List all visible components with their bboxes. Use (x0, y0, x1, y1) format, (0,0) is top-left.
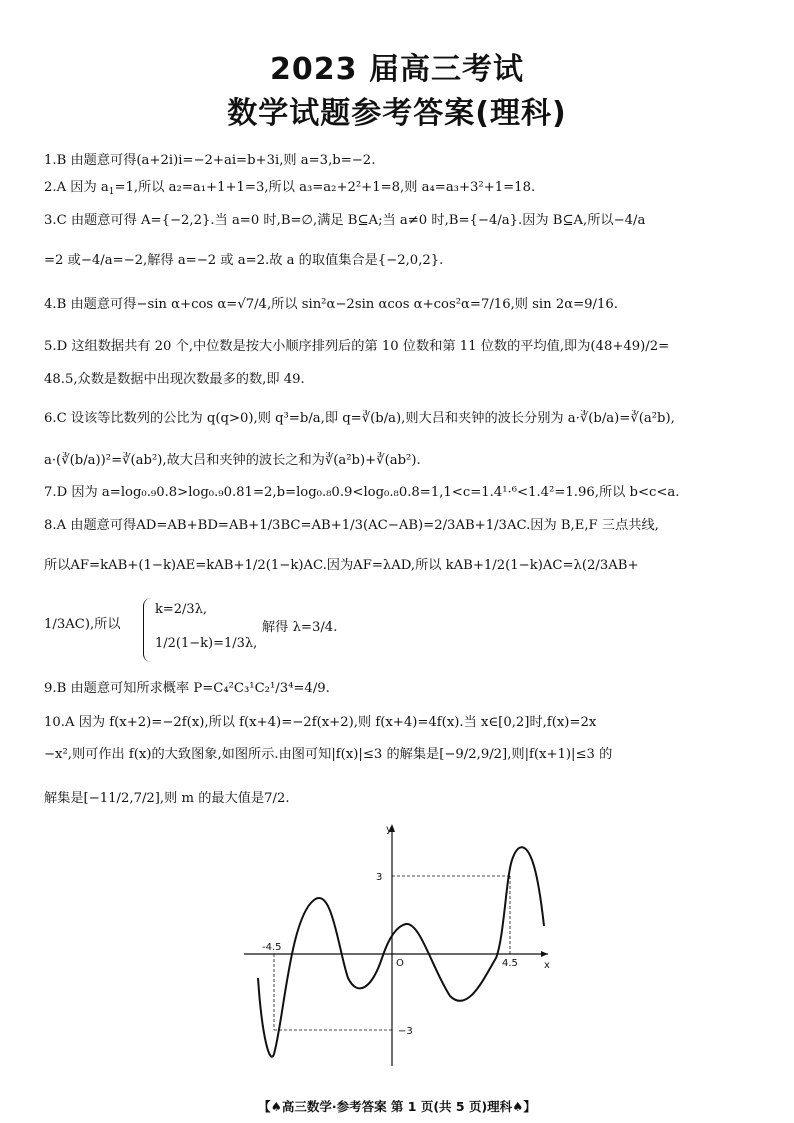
answer-6-line2: a·(∛(b/a))²=∛(ab²),故大吕和夹钟的波长之和为∛(a²b)+∛(ab²). (44, 453, 421, 468)
answer-9: 9.B 由题意可知所求概率 P=C₄²C₃¹C₂¹/3⁴=4/9. (44, 681, 330, 696)
answer-8-solution: 解得 λ=3/4. (262, 620, 338, 635)
left-brace (143, 598, 152, 662)
answer-8-line2: 所以AF=kAB+(1−k)AE=kAB+1/2(1−k)AC.因为AF=λAD,所以 kAB+1/2(1−k)AC=λ(2/3AB+ (44, 558, 639, 573)
tick-label-neg3: −3 (398, 1026, 413, 1037)
y-axis-label: y (386, 824, 392, 835)
tick-label-3: 3 (376, 872, 383, 883)
tick-label-45: 4.5 (502, 958, 518, 969)
system-row-1: k=2/3λ, (155, 602, 208, 617)
page-footer: 【♠高三数学·参考答案 第 1 页(共 5 页)理科♠】 (258, 1099, 536, 1114)
tick-label-neg45: -4.5 (262, 942, 282, 953)
answer-2-a: 2.A 因为 a (44, 180, 109, 195)
answer-3-line1: 3.C 由题意可得 A={−2,2}.当 a=0 时,B=∅,满足 B⊆A;当 a≠0 时,B={−4/a}.因为 B⊆A,所以−4/a (44, 213, 646, 228)
answer-10-line1: 10.A 因为 f(x+2)=−2f(x),所以 f(x+4)=−2f(x+2),则 f(x+4)=4f(x).当 x∈[0,2]时,f(x)=2x (44, 715, 597, 730)
answer-1: 1.B 由题意可得(a+2i)i=−2+ai=b+3i,则 a=3,b=−2. (44, 153, 376, 168)
x-axis-arrow (541, 951, 548, 957)
answer-8-line1: 8.A 由题意可得AD=AB+BD=AB+1/3BC=AB+1/3(AC−AB)=2/3AB+1/3AC.因为 B,E,F 三点共线, (44, 518, 659, 533)
answer-3-line2: =2 或−4/a=−2,解得 a=−2 或 a=2.故 a 的取值集合是{−2,0,2}. (44, 253, 444, 268)
answer-8-line3: 1/3AC),所以 (44, 617, 121, 632)
answer-6-line1: 6.C 设该等比数列的公比为 q(q>0),则 q³=b/a,即 q=∛(b/a),则大吕和夹钟的波长分别为 a·∛(b/a)=∛(a²b), (44, 411, 675, 426)
answer-2-b: =1,所以 a₂=a₁+1+1=3,所以 a₃=a₂+2²+1=8,则 a₄=a₃+3²+1=18. (114, 180, 536, 195)
answer-10-line2: −x²,则可作出 f(x)的大致图象,如图所示.由图可知|f(x)|≤3 的解集是[−9/2,9/2],则|f(x+1)|≤3 的 (44, 747, 613, 762)
page-title: 2023 届高三考试 (270, 52, 524, 87)
answer-5-line1: 5.D 这组数据共有 20 个,中位数是按大小顺序排列后的第 10 位数和第 11 位数的平均值,即为(48+49)/2= (44, 339, 670, 354)
system-row-2: 1/2(1−k)=1/3λ, (155, 636, 258, 651)
answer-10-line3: 解集是[−11/2,7/2],则 m 的最大值是7/2. (44, 791, 290, 806)
function-graph (236, 818, 556, 1070)
answer-2: 2.A 因为 $a_1=1$,所以 a₂=a₁+1+1=3,所以 a₃=a₂+2²+1=8,则 a₄=a₃+3²+1=18. (44, 180, 536, 197)
origin-label: O (396, 958, 404, 969)
page-subtitle: 数学试题参考答案(理科) (227, 96, 567, 131)
answer-4: 4.B 由题意可得−sin α+cos α=√7/4,所以 sin²α−2sin αcos α+cos²α=7/16,则 sin 2α=9/16. (44, 297, 618, 312)
x-axis-label: x (544, 960, 550, 971)
answer-5-line2: 48.5,众数是数据中出现次数最多的数,即 49. (44, 372, 305, 387)
answer-7: 7.D 因为 a=log₀.₉0.8>log₀.₉0.81=2,b=log₀.₈0.9<log₀.₈0.8=1,1<c=1.4¹·⁶<1.4²=1.96,所以 b<c<a. (44, 485, 680, 500)
